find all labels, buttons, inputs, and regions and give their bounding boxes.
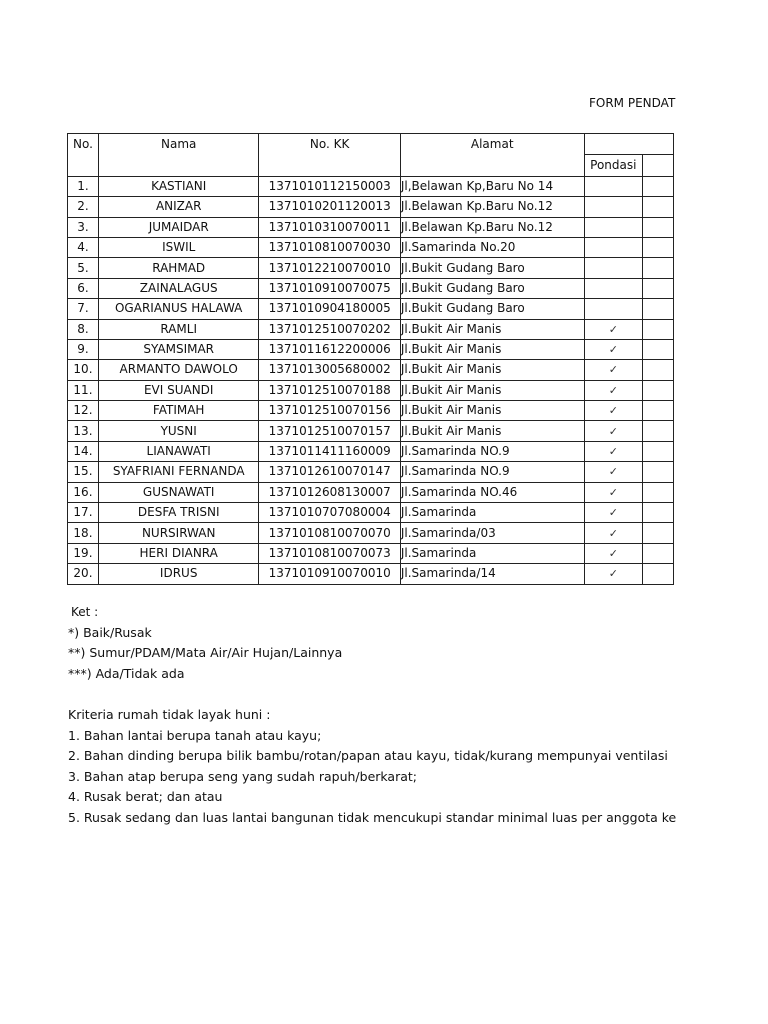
row-alamat: Jl.Belawan Kp.Baru No.12 <box>400 197 584 217</box>
row-number: 6. <box>68 278 99 298</box>
row-number: 2. <box>68 197 99 217</box>
row-number: 5. <box>68 258 99 278</box>
row-alamat: Jl.Bukit Air Manis <box>400 339 584 359</box>
row-nama: YUSNI <box>98 421 259 441</box>
row-no-kk: 1371010810070030 <box>259 237 400 257</box>
row-next-column <box>643 258 674 278</box>
row-nama: NURSIRWAN <box>98 523 259 543</box>
household-table <box>67 133 674 585</box>
table-row <box>68 543 674 563</box>
row-pondasi <box>584 217 643 237</box>
row-number: 20. <box>68 564 99 584</box>
header-no: No. <box>68 134 99 177</box>
row-number: 12. <box>68 401 99 421</box>
row-pondasi: ✓ <box>584 543 643 563</box>
row-pondasi: ✓ <box>584 482 643 502</box>
row-alamat: Jl.Bukit Gudang Baro <box>400 299 584 319</box>
row-nama: KASTIANI <box>98 176 259 196</box>
row-next-column <box>643 523 674 543</box>
table-row <box>68 299 674 319</box>
row-pondasi: ✓ <box>584 319 643 339</box>
row-next-column <box>643 401 674 421</box>
row-number: 13. <box>68 421 99 441</box>
table-row <box>68 217 674 237</box>
row-nama: OGARIANUS HALAWA <box>98 299 259 319</box>
row-next-column <box>643 339 674 359</box>
row-pondasi <box>584 299 643 319</box>
table-row <box>68 462 674 482</box>
table-body <box>68 176 674 584</box>
row-no-kk: 1371013005680002 <box>259 360 400 380</box>
row-nama: ARMANTO DAWOLO <box>98 360 259 380</box>
row-next-column <box>643 441 674 461</box>
row-nama: SYAFRIANI FERNANDA <box>98 462 259 482</box>
criteria-item: 1. Bahan lantai berupa tanah atau kayu; <box>68 727 322 743</box>
row-next-column <box>643 319 674 339</box>
row-no-kk: 1371012610070147 <box>259 462 400 482</box>
row-next-column <box>643 217 674 237</box>
spacer <box>68 684 676 705</box>
row-next-column <box>643 421 674 441</box>
row-nama: LIANAWATI <box>98 441 259 461</box>
row-nama: RAHMAD <box>98 258 259 278</box>
row-alamat: Jl.Samarinda NO.46 <box>400 482 584 502</box>
row-nama: EVI SUANDI <box>98 380 259 400</box>
row-no-kk: 1371010112150003 <box>259 176 400 196</box>
header-alamat: Alamat <box>400 134 584 177</box>
table-row <box>68 503 674 523</box>
row-number: 18. <box>68 523 99 543</box>
row-next-column <box>643 176 674 196</box>
criteria-item: 5. Rusak sedang dan luas lantai bangunan tidak mencukupi standar minimal luas per anggota ke <box>68 809 677 825</box>
table-row <box>68 197 674 217</box>
row-pondasi: ✓ <box>584 523 643 543</box>
row-next-column <box>643 360 674 380</box>
header-kondisi-group <box>584 134 673 155</box>
table-header-row <box>68 134 674 155</box>
row-alamat: Jl,Belawan Kp,Baru No 14 <box>400 176 584 196</box>
row-no-kk: 1371010201120013 <box>259 197 400 217</box>
row-nama: HERI DIANRA <box>98 543 259 563</box>
row-pondasi: ✓ <box>584 441 643 461</box>
row-alamat: Jl.Samarinda <box>400 543 584 563</box>
legend-item: *) Baik/Rusak <box>68 624 152 640</box>
row-nama: DESFA TRISNI <box>98 503 259 523</box>
row-alamat: Jl.Bukit Air Manis <box>400 401 584 421</box>
row-nama: FATIMAH <box>98 401 259 421</box>
row-no-kk: 1371010810070070 <box>259 523 400 543</box>
table-row <box>68 523 674 543</box>
row-number: 9. <box>68 339 99 359</box>
row-no-kk: 1371010904180005 <box>259 299 400 319</box>
row-alamat: Jl.Belawan Kp.Baru No.12 <box>400 217 584 237</box>
header-nama: Nama <box>98 134 259 177</box>
row-number: 10. <box>68 360 99 380</box>
table-row <box>68 421 674 441</box>
row-nama: ZAINALAGUS <box>98 278 259 298</box>
ket-label: Ket : <box>71 605 99 619</box>
row-next-column <box>643 564 674 584</box>
table-row <box>68 319 674 339</box>
row-pondasi <box>584 176 643 196</box>
row-alamat: Jl.Samarinda No.20 <box>400 237 584 257</box>
row-alamat: Jl.Samarinda NO.9 <box>400 462 584 482</box>
row-no-kk: 1371010910070075 <box>259 278 400 298</box>
row-no-kk: 1371010810070073 <box>259 543 400 563</box>
form-title: FORM PENDAT <box>589 96 676 110</box>
row-alamat: Jl.Bukit Air Manis <box>400 380 584 400</box>
notes-section <box>68 602 676 829</box>
row-next-column <box>643 482 674 502</box>
row-no-kk: 1371012510070202 <box>259 319 400 339</box>
row-no-kk: 1371012210070010 <box>259 258 400 278</box>
row-nama: ISWIL <box>98 237 259 257</box>
row-alamat: Jl.Samarinda/14 <box>400 564 584 584</box>
row-no-kk: 1371012608130007 <box>259 482 400 502</box>
row-no-kk: 1371012510070156 <box>259 401 400 421</box>
row-alamat: Jl.Bukit Gudang Baro <box>400 258 584 278</box>
row-pondasi <box>584 278 643 298</box>
row-pondasi: ✓ <box>584 380 643 400</box>
row-no-kk: 1371010310070011 <box>259 217 400 237</box>
row-next-column <box>643 462 674 482</box>
row-alamat: Jl.Samarinda NO.9 <box>400 441 584 461</box>
table-row <box>68 564 674 584</box>
table-row <box>68 380 674 400</box>
row-no-kk: 1371012510070188 <box>259 380 400 400</box>
row-number: 11. <box>68 380 99 400</box>
row-alamat: Jl.Samarinda/03 <box>400 523 584 543</box>
row-next-column <box>643 503 674 523</box>
header-no-kk: No. KK <box>259 134 400 177</box>
criteria-title: Kriteria rumah tidak layak huni : <box>68 706 271 722</box>
row-number: 3. <box>68 217 99 237</box>
row-pondasi: ✓ <box>584 421 643 441</box>
row-next-column <box>643 197 674 217</box>
row-number: 17. <box>68 503 99 523</box>
table-row <box>68 237 674 257</box>
row-number: 16. <box>68 482 99 502</box>
row-number: 4. <box>68 237 99 257</box>
criteria-item: 2. Bahan dinding berupa bilik bambu/rotan/papan atau kayu, tidak/kurang mempunyai ventilasi <box>68 748 668 764</box>
header-pondasi: Pondasi <box>584 155 643 176</box>
row-no-kk: 1371011411160009 <box>259 441 400 461</box>
table-row <box>68 176 674 196</box>
row-number: 1. <box>68 176 99 196</box>
row-number: 8. <box>68 319 99 339</box>
table-row <box>68 482 674 502</box>
row-pondasi: ✓ <box>584 339 643 359</box>
table-row <box>68 278 674 298</box>
row-number: 15. <box>68 462 99 482</box>
table-row <box>68 401 674 421</box>
row-pondasi: ✓ <box>584 401 643 421</box>
row-alamat: Jl.Bukit Air Manis <box>400 319 584 339</box>
row-pondasi <box>584 237 643 257</box>
row-no-kk: 1371010910070010 <box>259 564 400 584</box>
row-next-column <box>643 543 674 563</box>
row-pondasi: ✓ <box>584 564 643 584</box>
header-next-column <box>643 155 674 176</box>
row-next-column <box>643 299 674 319</box>
row-number: 19. <box>68 543 99 563</box>
row-next-column <box>643 278 674 298</box>
row-next-column <box>643 380 674 400</box>
row-nama: JUMAIDAR <box>98 217 259 237</box>
row-alamat: Jl.Bukit Air Manis <box>400 360 584 380</box>
criteria-item: 4. Rusak berat; dan atau <box>68 789 223 805</box>
row-pondasi: ✓ <box>584 503 643 523</box>
table-row <box>68 339 674 359</box>
row-nama: IDRUS <box>98 564 259 584</box>
row-nama: ANIZAR <box>98 197 259 217</box>
row-no-kk: 1371012510070157 <box>259 421 400 441</box>
legend-item: **) Sumur/PDAM/Mata Air/Air Hujan/Lainnya <box>68 645 343 661</box>
row-pondasi <box>584 197 643 217</box>
row-nama: GUSNAWATI <box>98 482 259 502</box>
row-pondasi <box>584 258 643 278</box>
table-row <box>68 258 674 278</box>
row-no-kk: 1371010707080004 <box>259 503 400 523</box>
table-row <box>68 441 674 461</box>
row-number: 7. <box>68 299 99 319</box>
row-next-column <box>643 237 674 257</box>
criteria-item: 3. Bahan atap berupa seng yang sudah rapuh/berkarat; <box>68 768 417 784</box>
row-alamat: Jl.Samarinda <box>400 503 584 523</box>
row-number: 14. <box>68 441 99 461</box>
row-alamat: Jl.Bukit Gudang Baro <box>400 278 584 298</box>
row-alamat: Jl.Bukit Air Manis <box>400 421 584 441</box>
legend-item: ***) Ada/Tidak ada <box>68 665 185 681</box>
row-nama: RAMLI <box>98 319 259 339</box>
row-pondasi: ✓ <box>584 360 643 380</box>
row-pondasi: ✓ <box>584 462 643 482</box>
row-nama: SYAMSIMAR <box>98 339 259 359</box>
table-row <box>68 360 674 380</box>
row-no-kk: 1371011612200006 <box>259 339 400 359</box>
